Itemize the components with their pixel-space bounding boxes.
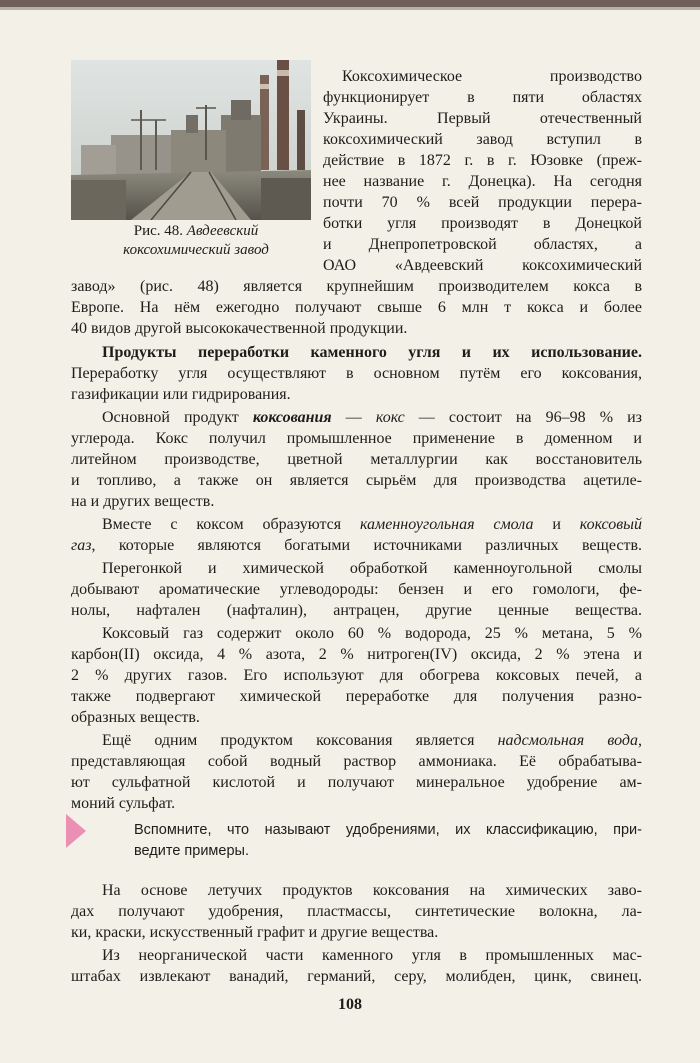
term-coking: коксования xyxy=(252,409,332,426)
intro-line: функционирует в пяти областях xyxy=(323,89,642,106)
text-run: — состоит на 96–98 % из xyxy=(404,409,642,426)
page-number: 108 xyxy=(338,996,362,1013)
paragraph-line: образных веществ. xyxy=(71,709,200,726)
text-run: , xyxy=(638,732,642,749)
term-coke-gas: коксовый xyxy=(579,516,643,533)
figure-number: Рис. 48. xyxy=(133,223,184,239)
recall-note-line: Вспомните, что называют удобрениями, их классификацию, при- xyxy=(134,822,642,838)
intro-line: нее название г. Донецка). На сегодня xyxy=(323,173,642,190)
paragraph-line: Коксовый газ содержит около 60 % водорода, 25 % метана, 5 % xyxy=(102,625,642,642)
text-run: Вместе с коксом образуются xyxy=(102,516,360,533)
paragraph-line: Переработку угля осуществляют в основном путём его коксования, xyxy=(71,365,642,382)
paragraph-line: 2 % других газов. Его используют для обогрева коксовых печей, а xyxy=(71,667,642,684)
intro-line: действие в 1872 г. в г. Юзовке (преж- xyxy=(323,152,642,169)
term-gas: газ xyxy=(71,537,92,554)
text-run: , которые являются богатыми источниками различных веществ. xyxy=(91,537,642,554)
intro-line: Украины. Первый отечественный xyxy=(323,110,642,127)
intro-line: коксохимический завод вступил в xyxy=(323,131,642,148)
paragraph-line: и топливо, а также он является сырьём для производства ацетиле- xyxy=(71,472,642,489)
text-run: и xyxy=(533,516,580,533)
paragraph-line: дах получают удобрения, пластмассы, синтетические волокна, ла- xyxy=(71,903,642,920)
text-run: Основной продукт xyxy=(102,409,253,426)
page-top-edge-shadow xyxy=(0,7,700,10)
paragraph-line: карбон(II) оксида, 4 % азота, 2 % нитроген(IV) оксида, 2 % этена и xyxy=(71,646,642,663)
paragraph-line xyxy=(102,407,642,428)
intro-line: ботки угля производят в Донецкой xyxy=(323,215,642,232)
term-coke: кокс xyxy=(375,409,405,426)
paragraph-line: На основе летучих продуктов коксования на химических заво- xyxy=(102,882,642,899)
paragraph-line: литейном производстве, цветной металлургии как восстановитель xyxy=(71,451,642,468)
paragraph-line: на и других веществ. xyxy=(71,493,215,510)
paragraph-line: моний сульфат. xyxy=(71,795,176,812)
paragraph-line: также подвергают химической переработке для получения разно- xyxy=(71,688,642,705)
figure-title: Авдеевский xyxy=(186,223,259,239)
intro-full-line: 40 видов другой высококачественной продукции. xyxy=(71,320,408,337)
paragraph-line: добывают ароматические углеводороды: бензен и его гомологи, фе- xyxy=(71,581,642,598)
paragraph-line: представляющая собой водный раствор аммониака. Её обрабатыва- xyxy=(71,753,642,770)
paragraph-line: Из неорганической части каменного угля в промышленных мас- xyxy=(102,947,642,964)
paragraph-line: газификации или гидрирования. xyxy=(71,386,291,403)
recall-marker-icon xyxy=(66,814,86,848)
section-heading: Продукты переработки каменного угля и их использование. xyxy=(102,344,642,361)
intro-line: и Днепропетровской областях, а xyxy=(323,236,642,253)
intro-line: почти 70 % всей продукции перера- xyxy=(323,194,642,211)
intro-full-line: завод» (рис. 48) является крупнейшим производителем кокса в xyxy=(71,278,642,295)
text-run: — xyxy=(331,409,376,426)
paragraph-line: углерода. Кокс получил промышленное применение в доменном и xyxy=(71,430,642,447)
intro-full-line: Европе. На нём ежегодно получают свыше 6 млн т кокса и более xyxy=(71,299,642,316)
paragraph-line xyxy=(102,514,642,535)
figure-48-caption xyxy=(80,222,312,260)
term-ammonia-water: надсмольная вода xyxy=(497,732,638,749)
paragraph-line: ют сульфатной кислотой и получают минеральное удобрение ам- xyxy=(71,774,642,791)
paragraph-line: нолы, нафтален (нафталин), антрацен, другие ценные вещества. xyxy=(71,602,642,619)
paragraph-line xyxy=(71,535,642,556)
paragraph-line: штабах извлекают ванадий, германий, серу, молибден, цинк, свинец. xyxy=(71,968,642,985)
figure-title-line2: коксохимический завод xyxy=(123,242,269,258)
term-coal-tar: каменноугольная смола xyxy=(359,516,534,533)
figure-48-photo xyxy=(71,60,311,220)
page-top-edge xyxy=(0,0,700,7)
paragraph-line: ки, краски, искусственный графит и другие вещества. xyxy=(71,924,439,941)
text-run: Ещё одним продуктом коксования является xyxy=(102,732,498,749)
intro-line: Коксохимическое производство xyxy=(342,68,642,85)
intro-line: ОАО «Авдеевский коксохимический xyxy=(323,257,642,274)
paragraph-line: Перегонкой и химической обработкой каменноугольной смолы xyxy=(102,560,642,577)
paragraph-line xyxy=(102,730,642,751)
recall-note-line: ведите примеры. xyxy=(134,843,249,859)
